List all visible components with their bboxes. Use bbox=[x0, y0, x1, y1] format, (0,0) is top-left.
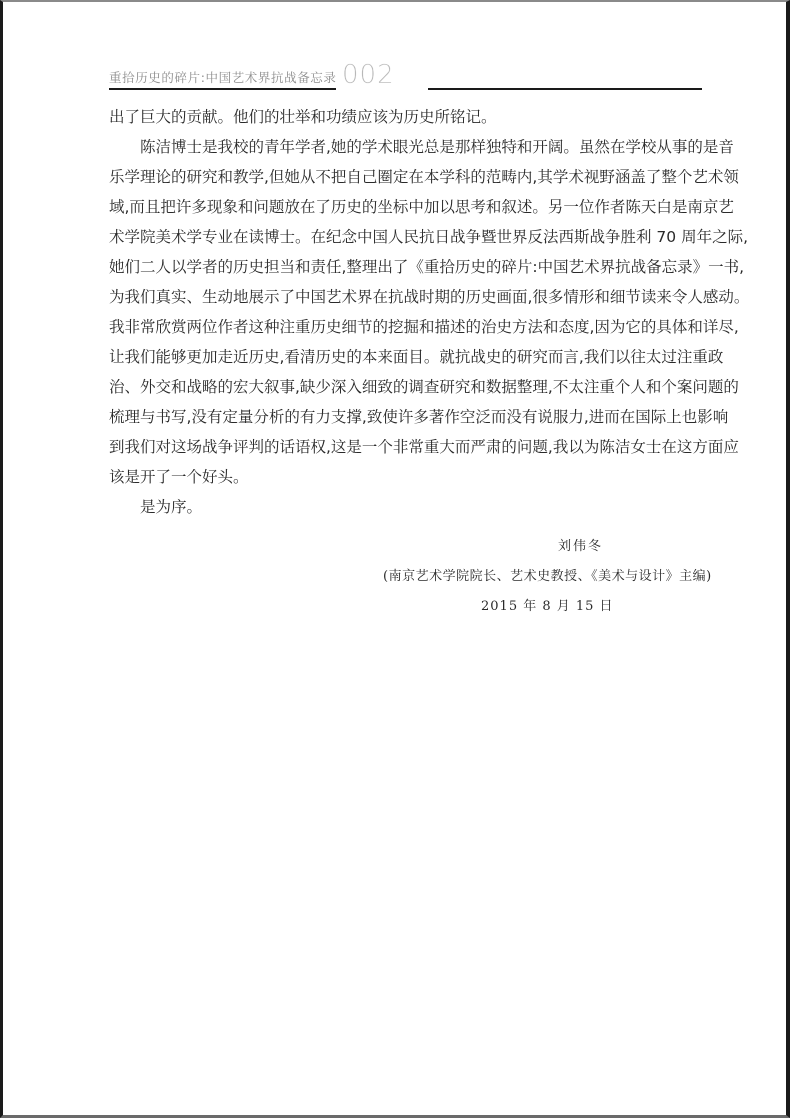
text-line: 为我们真实、生动地展示了中国艺术界在抗战时期的历史画面,很多情形和细节读来令人感动。 bbox=[109, 288, 750, 306]
text-line: 术学院美术学专业在读博士。在纪念中国人民抗日战争暨世界反法西斯战争胜利 70 周年之际, bbox=[109, 228, 749, 246]
text-line: 到我们对这场战争评判的话语权,这是一个非常重大而严肃的问题,我以为陈洁女士在这方面应 bbox=[109, 438, 739, 456]
author-title: (南京艺术学院院长、艺术史教授、《美术与设计》主编) bbox=[383, 569, 712, 584]
text-line: 该是开了一个好头。 bbox=[109, 468, 249, 486]
text-line: 我非常欣赏两位作者这种注重历史细节的挖掘和描述的治史方法和态度,因为它的具体和详尽, bbox=[109, 318, 739, 336]
text-line: 梳理与书写,没有定量分析的有力支撑,致使许多著作空泛而没有说服力,进而在国际上也影响 bbox=[109, 408, 729, 426]
header-rule-left bbox=[109, 88, 336, 90]
page-number: 002 bbox=[342, 60, 395, 90]
text-line: 域,而且把许多现象和问题放在了历史的坐标中加以思考和叙述。另一位作者陈天白是南京艺 bbox=[109, 198, 734, 216]
running-header bbox=[106, 60, 701, 94]
signature-date: 2015 年 8 月 15 日 bbox=[481, 599, 614, 614]
header-book-title: 重拾历史的碎片:中国艺术界抗战备忘录 bbox=[109, 70, 337, 85]
body-text bbox=[109, 102, 750, 522]
closing-line: 是为序。 bbox=[140, 498, 203, 516]
author-name: 刘伟冬 bbox=[558, 539, 604, 554]
text-line: 陈洁博士是我校的青年学者,她的学术眼光总是那样独特和开阔。虽然在学校从事的是音 bbox=[140, 138, 734, 156]
text-line: 治、外交和战略的宏大叙事,缺少深入细致的调查研究和数据整理,不太注重个人和个案问题的 bbox=[109, 378, 739, 396]
text-line: 让我们能够更加走近历史,看清历史的本来面目。就抗战史的研究而言,我们以往太过注重政 bbox=[109, 348, 724, 366]
text-line: 乐学理论的研究和教学,但她从不把自己圈定在本学科的范畴内,其学术视野涵盖了整个艺术领 bbox=[109, 168, 739, 186]
text-line: 出了巨大的贡献。他们的壮举和功绩应该为历史所铭记。 bbox=[109, 108, 497, 126]
header-rule-right bbox=[428, 88, 702, 90]
text-line: 她们二人以学者的历史担当和责任,整理出了《重拾历史的碎片:中国艺术界抗战备忘录》一书, bbox=[109, 258, 745, 276]
